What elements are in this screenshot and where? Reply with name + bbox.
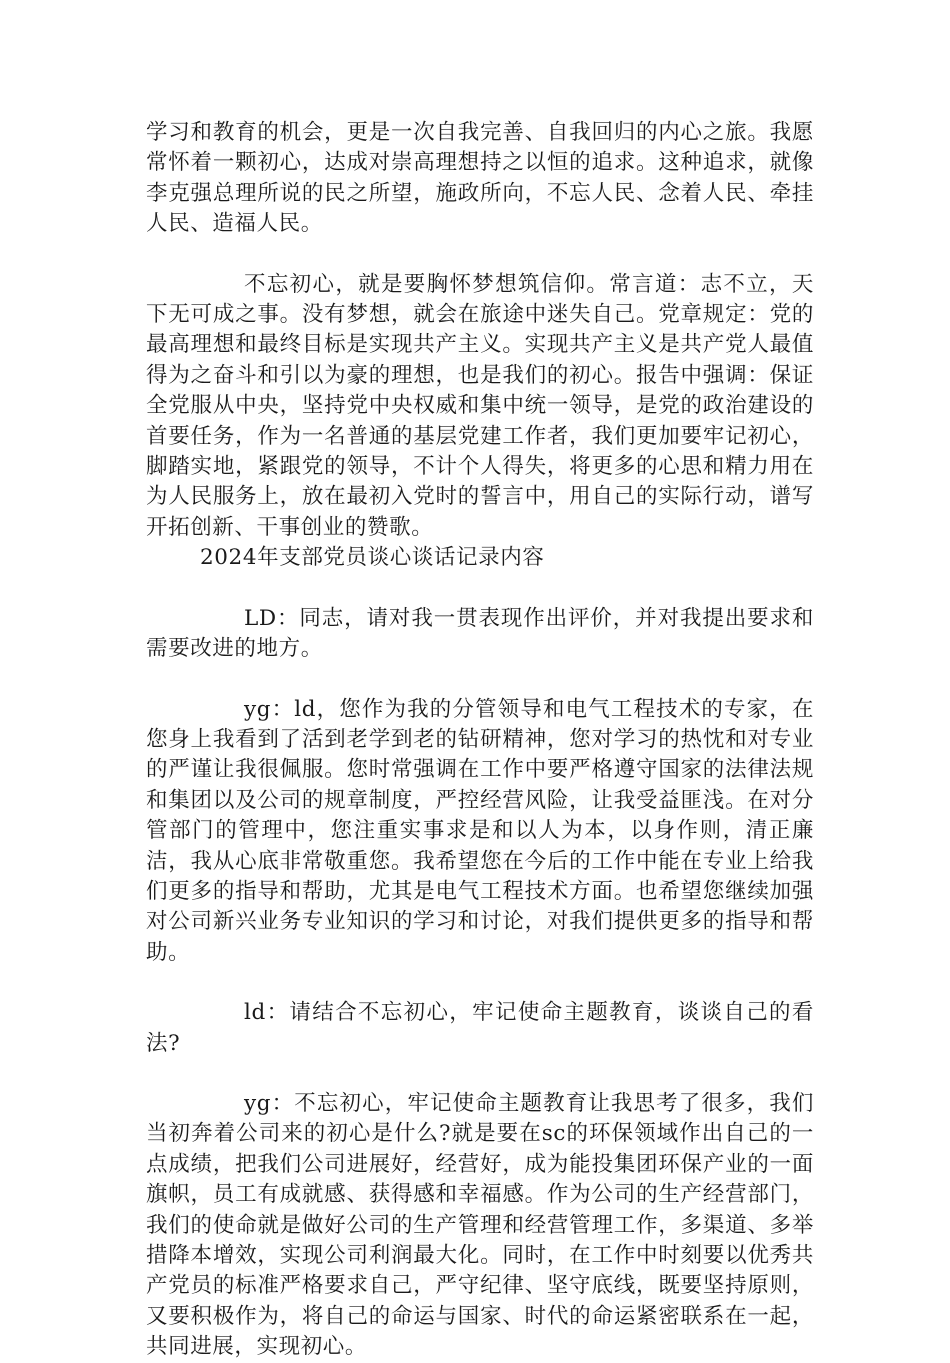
document-body (146, 118, 814, 1363)
dialogue-ld-request: LD：同志，请对我一贯表现作出评价，并对我提出要求和需要改进的地方。 (146, 605, 814, 662)
dialogue-yg-evaluation: yg：ld，您作为我的分管领导和电气工程技术的专家，在您身上我看到了活到老学到老的钻研精神，您对学习的热忱和对专业的严谨让我很佩服。您时常强调在工作中要严格遵守国家的法律法规和集团以及公司的规章制度，严控经营风险，让我受益匪浅。在对分管部门的管理中，您注重实事求是和以人为本，以身作则，清正廉洁，我从心底非常敬重您。我希望您在今后的工作中能在专业上给我们更多的指导和帮助，尤其是电气工程技术方面。也希望您继续加强对公司新兴业务专业知识的学习和讨论，对我们提供更多的指导和帮助。 (146, 696, 814, 965)
dialogue-yg-answer: yg：不忘初心，牢记使命主题教育让我思考了很多，我们当初奔着公司来的初心是什么?就是要在sc的环保领域作出自己的一点成绩，把我们公司进展好，经营好，成为能投集团环保产业的一面旗帜，员工有成就感、获得感和幸福感。作为公司的生产经营部门，我们的使命就是做好公司的生产管理和经营管理工作，多渠道、多举措降本增效，实现公司利润最大化。同时，在工作中时刻要以优秀共产党员的标准严格要求自己，严守纪律、坚守底线，既要坚持原则，又要积极作为，将自己的命运与国家、时代的命运紧密联系在一起，共同进展，实现初心。 (146, 1090, 814, 1360)
paragraph-continuation: 学习和教育的机会，更是一次自我完善、自我回归的内心之旅。我愿常怀着一颗初心，达成对崇高理想持之以恒的追求。这种追求，就像李克强总理所说的民之所望，施政所向，不忘人民、念着人民、牵挂人民、造福人民。 (146, 120, 814, 237)
paragraph-initial-aspiration: 不忘初心，就是要胸怀梦想筑信仰。常言道：志不立，天下无可成之事。没有梦想，就会在旅途中迷失自己。党章规定：党的最高理想和最终目标是实现共产主义。实现共产主义是共产党人最值得为之奋斗和引以为豪的理想，也是我们的初心。报告中强调：保证全党服从中央，坚持党中央权威和集中统一领导，是党的政治建设的首要任务，作为一名普通的基层党建工作者，我们更加要牢记初心，脚踏实地，紧跟党的领导，不计个人得失，将更多的心思和精力用在为人民服务上，放在最初入党时的誓言中，用自己的实际行动，谱写开拓创新、干事创业的赞歌。 (146, 271, 814, 540)
section-title: 2024年支部党员谈心谈话记录内容 (200, 545, 545, 571)
dialogue-ld-question: ld：请结合不忘初心，牢记使命主题教育，谈谈自己的看法? (146, 1000, 814, 1056)
